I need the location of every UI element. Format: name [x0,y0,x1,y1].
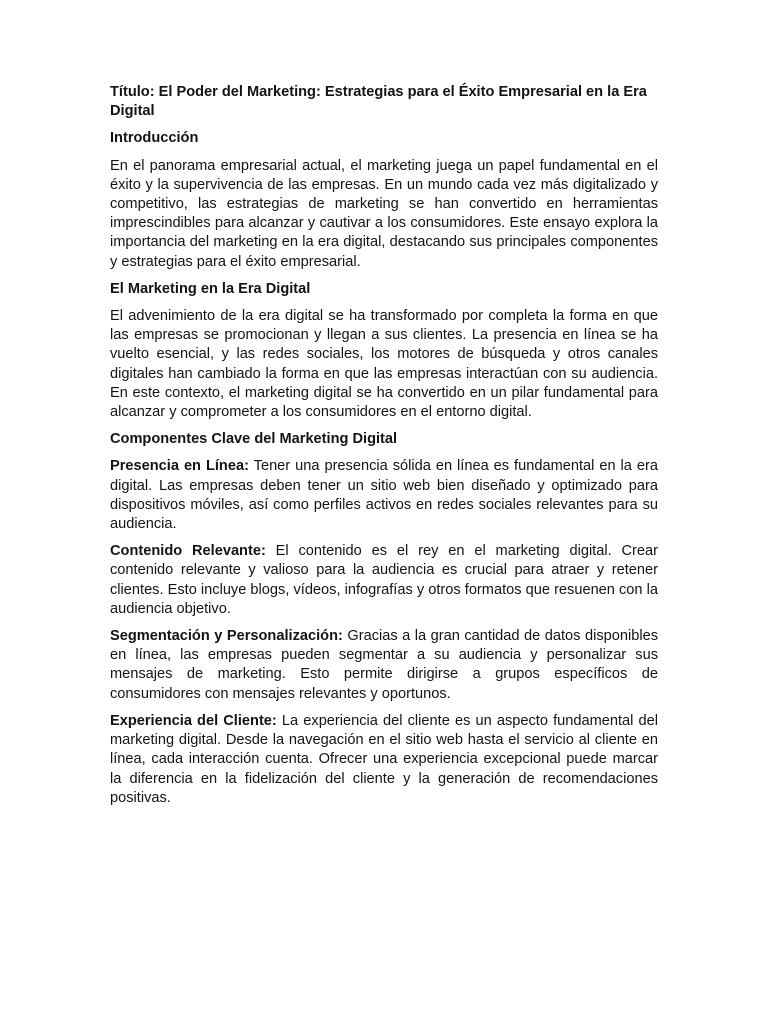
component-text: Tener una presencia sólida en línea es fundamental en la era digital. Las empresas deben tener un sitio web bien diseñado y optimizado para dispositivos móviles, así como perfiles activos en redes sociales relevantes para su audiencia. [110,458,658,533]
component-term: Contenido Relevante: [110,543,266,560]
component-text: El contenido es el rey en el marketing digital. Crear contenido relevante y valioso para la audiencia es crucial para atraer y retener clientes. Esto incluye blogs, vídeos, infografías y otros formatos que resuenen con la audiencia objetivo. [110,543,658,617]
component-text: Gracias a la gran cantidad de datos disponibles en línea, las empresas pueden segmentar a su audiencia y personalizar sus mensajes de marketing. Esto permite dirigirse a grupos específicos de consumidores con mensajes relevantes y oportunos. [110,628,658,702]
component-item-segmentacion [110,627,658,704]
introduction-paragraph: En el panorama empresarial actual, el marketing juega un papel fundamental en el éxito y la supervivencia de las empresas. En un mundo cada vez más digitalizado y competitivo, las estrategias de marketing se han convertido en herramientas imprescindibles para alcanzar y cautivar a los consumidores. Este ensayo explora la importancia del marketing en la era digital, destacando sus principales componentes y estrategias para el éxito empresarial. [110,157,658,270]
component-item-contenido [110,542,658,619]
component-term: Segmentación y Personalización: [110,628,343,645]
component-term: Presencia en Línea: [110,458,249,475]
section-heading-introduccion: Introducción [110,130,199,147]
section-heading-componentes-clave: Componentes Clave del Marketing Digital [110,431,398,448]
document-title: Título: El Poder del Marketing: Estrategias para el Éxito Empresarial en la Era Digital [110,84,647,120]
component-term: Experiencia del Cliente: [110,712,277,729]
marketing-era-digital-paragraph: El advenimiento de la era digital se ha transformado por completa la forma en que las empresas se promocionan y llegan a sus clientes. La presencia en línea se ha vuelto esencial, y las redes sociales, los motores de búsqueda y otros canales digitales han cambiado la forma en que las empresas interactúan con su audiencia. En este contexto, el marketing digital se ha convertido en un pilar fundamental para alcanzar y comprometer a los consumidores en el entorno digital. [110,308,658,421]
document-page [110,83,658,816]
component-item-presencia [110,457,658,534]
section-heading-marketing-era-digital: El Marketing en la Era Digital [110,280,311,297]
component-text: La experiencia del cliente es un aspecto fundamental del marketing digital. Desde la navegación en el sitio web hasta el servicio al cliente en línea, cada interacción cuenta. Ofrecer una experiencia excepcional puede marcar la diferencia en la fidelización del cliente y la generación de recomendaciones positivas. [110,712,659,806]
component-item-experiencia [110,712,658,808]
